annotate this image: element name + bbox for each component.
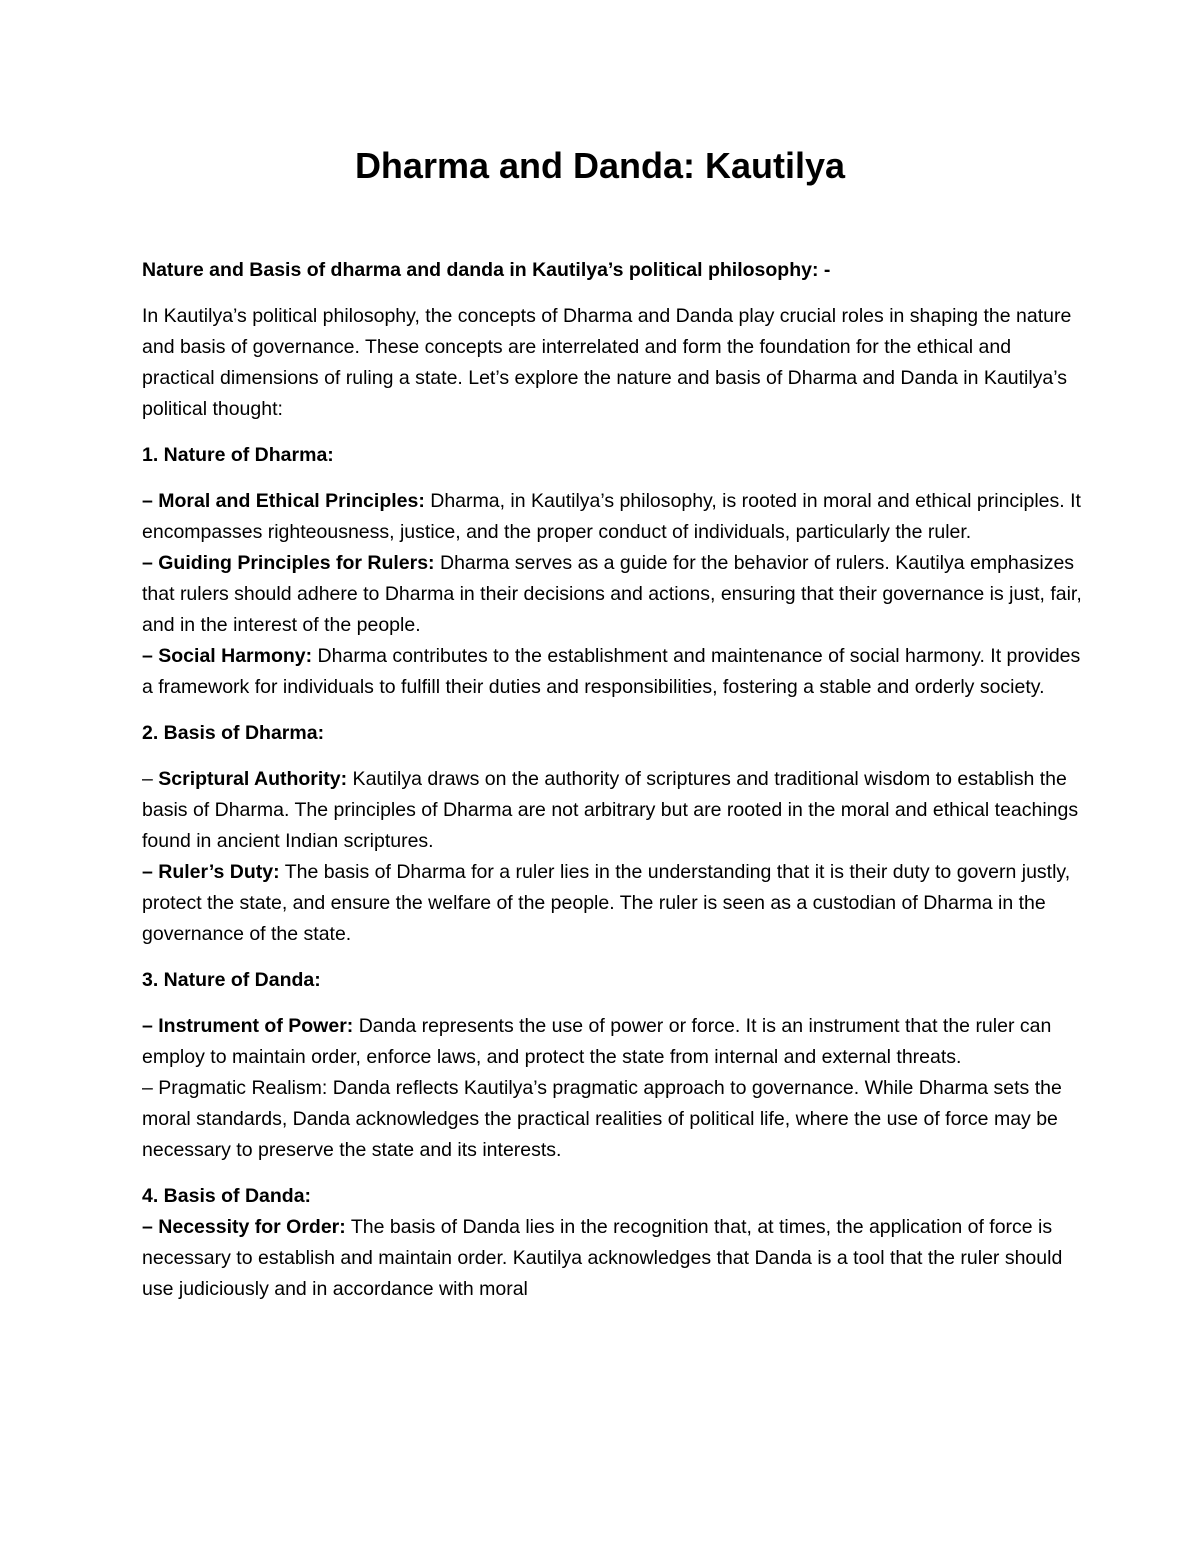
document-title: Dharma and Danda: Kautilya bbox=[354, 145, 846, 186]
item-text: The basis of Dharma for a ruler lies in the understanding that it is their duty to govern justly, protect the state, and ensure the welfare of the people. The ruler is seen as a custodian of Dharma in the governance of the state. bbox=[142, 861, 1071, 945]
section-4-heading: 4. Basis of Danda: bbox=[142, 1185, 312, 1207]
section-2-item-2 bbox=[142, 857, 1082, 950]
item-lead: – Guiding Principles for Rulers: bbox=[142, 552, 435, 574]
section-1-item-1 bbox=[142, 486, 1082, 548]
section-3-item-2 bbox=[142, 1073, 1082, 1166]
item-lead: – Moral and Ethical Principles: bbox=[142, 490, 425, 512]
item-text: Dharma, in Kautilya’s philosophy, is rooted in moral and ethical principles. It encompasses righteousness, justice, and the proper conduct of individuals, particularly the ruler. bbox=[142, 490, 1081, 543]
section-3-heading: 3. Nature of Danda: bbox=[142, 969, 321, 991]
item-text: Kautilya draws on the authority of scriptures and traditional wisdom to establish the basis of Dharma. The principles of Dharma are not arbitrary but are rooted in the moral and ethical teachings found in ancient Indian scriptures. bbox=[142, 768, 1079, 852]
item-text: Danda reflects Kautilya’s pragmatic approach to governance. While Dharma sets the moral standards, Danda acknowledges the practical realities of political life, where the use of force may be necessary to preserve the state and its interests. bbox=[142, 1077, 1062, 1161]
section-4-item-1 bbox=[142, 1212, 1082, 1305]
item-lead: – Pragmatic Realism: bbox=[142, 1077, 328, 1099]
item-lead-dash: – bbox=[142, 768, 159, 790]
item-lead: – Social Harmony: bbox=[142, 645, 313, 667]
section-1-item-2 bbox=[142, 548, 1082, 641]
intro-paragraph: In Kautilya’s political philosophy, the concepts of Dharma and Danda play crucial roles in shaping the nature and basis of governance. These concepts are interrelated and form the foundation for the ethical and practical dimensions of ruling a state. Let’s explore the nature and basis of Dharma and Danda in Kautilya’s political thought: bbox=[142, 305, 1072, 420]
section-3-item-1 bbox=[142, 1011, 1082, 1073]
item-lead: – Instrument of Power: bbox=[142, 1015, 354, 1037]
item-text: Danda represents the use of power or force. It is an instrument that the ruler can employ to maintain order, enforce laws, and protect the state from internal and external threats. bbox=[142, 1015, 1052, 1068]
item-text: Dharma contributes to the establishment and maintenance of social harmony. It provides a framework for individuals to fulfill their duties and responsibilities, fostering a stable and orderly society. bbox=[142, 645, 1081, 698]
section-2-heading: 2. Basis of Dharma: bbox=[142, 722, 325, 744]
section-2-item-1 bbox=[142, 764, 1082, 857]
item-text: The basis of Danda lies in the recognition that, at times, the application of force is necessary to establish and maintain order. Kautilya acknowledges that Danda is a tool that the ruler should use judiciously and in accordance with moral bbox=[142, 1216, 1063, 1300]
section-1-item-3 bbox=[142, 641, 1082, 703]
item-lead: – Necessity for Order: bbox=[142, 1216, 346, 1238]
item-text: Dharma serves as a guide for the behavior of rulers. Kautilya emphasizes that rulers should adhere to Dharma in their decisions and actions, ensuring that their governance is just, fair, and in the interest of the people. bbox=[142, 552, 1082, 636]
item-lead: Scriptural Authority: bbox=[158, 768, 348, 790]
section-heading: Nature and Basis of dharma and danda in Kautilya’s political philosophy: - bbox=[142, 259, 831, 281]
item-lead: – Ruler’s Duty: bbox=[142, 861, 280, 883]
document-body bbox=[142, 255, 1082, 1305]
section-1-heading: 1. Nature of Dharma: bbox=[142, 444, 334, 466]
